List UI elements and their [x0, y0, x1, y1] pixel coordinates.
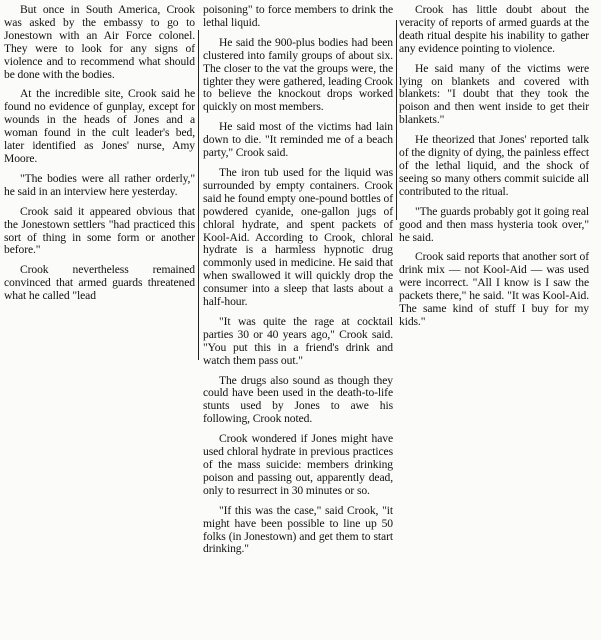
- paragraph: poisoning" to force members to drink the lethal liquid.: [203, 3, 393, 29]
- article-column-1: [4, 4, 195, 310]
- paragraph: Crook wondered if Jones might have used chloral hydrate in previous practices of the mass suicide: members drinking poison and passing out, apparently dead, only to resurrect in 30 minutes or so.: [203, 432, 393, 497]
- paragraph: "It was quite the rage at cocktail parties 30 or 40 years ago," Crook said. "You put this in a friend's drink and watch them pass out.": [203, 314, 393, 367]
- paragraph: The iron tub used for the liquid was surrounded by empty containers. Crook said he found empty one-pound bottles of powdered cyanide, one-gallon jugs of chloral hydrate, and spent packets of Kool-Aid. According to Crook, chloral hydrate is a harmless hypnotic drug commonly used in medicine. He said that when swallowed it will quickly drop the consumer into a sleep that lasts about a half-hour.: [203, 165, 393, 309]
- paragraph: "The bodies were all rather orderly," he said in an interview here yesterday.: [4, 171, 195, 198]
- paragraph: At the incredible site, Crook said he found no evidence of gunplay, except for wounds in the heads of Jones and a woman found in the cult leader's bed, later identified as Jones' nurse, Amy Moore.: [4, 87, 195, 165]
- column-rule: [396, 20, 397, 220]
- paragraph: He said the 900-plus bodies had been clustered into family groups of about six. The closer to the vat the groups were, the tighter they were gathered, leading Crook to believe the knockout drops worked quickly on most members.: [203, 35, 393, 114]
- paragraph: He said many of the victims were lying on blankets and covered with blankets: "I doubt that they took the poison and then went inside to get their blankets.": [399, 61, 589, 127]
- paragraph: He theorized that Jones' reported talk of the dignity of dying, the painless effect of the lethal liquid, and the shock of seeing so many others commit suicide all contributed to the ritual.: [399, 133, 589, 198]
- article-column-3: [399, 4, 589, 336]
- article-column-2: [203, 4, 393, 563]
- paragraph: But once in South America, Crook was asked by the embassy to go to Jonestown with an Air Force colonel. They were to look for any signs of violence and to recommend what should be done with the bodies.: [4, 3, 195, 81]
- paragraph: Crook has little doubt about the veracity of reports of armed guards at the death ritual despite his inability to gather any evidence pointing to violence.: [399, 3, 589, 55]
- column-rule: [198, 30, 199, 360]
- paragraph: The drugs also sound as though they could have been used in the death-to-life stunts used by Jones to awe his following, Crook noted.: [203, 373, 393, 426]
- paragraph: "The guards probably got it going real good and then mass hysteria took over," he said.: [399, 204, 589, 244]
- paragraph: Crook nevertheless remained convinced that armed guards threatened what he called "lead: [4, 263, 195, 303]
- paragraph: "If this was the case," said Crook, "it might have been possible to line up 50 folks (in Jonestown) and get them to start drinking.": [203, 503, 393, 556]
- paragraph: He said most of the victims had lain down to die. "It reminded me of a beach party," Crook said.: [203, 120, 393, 160]
- paragraph: Crook said reports that another sort of drink mix — not Kool-Aid — was used were incorrect. "All I know is I saw the packets there," he said. "It was Kool-Aid. The same kind of stuff I buy for my kids.": [399, 250, 589, 328]
- paragraph: Crook said it appeared obvious that the Jonestown settlers "had practiced this sort of thing in some form or another before.": [4, 204, 195, 257]
